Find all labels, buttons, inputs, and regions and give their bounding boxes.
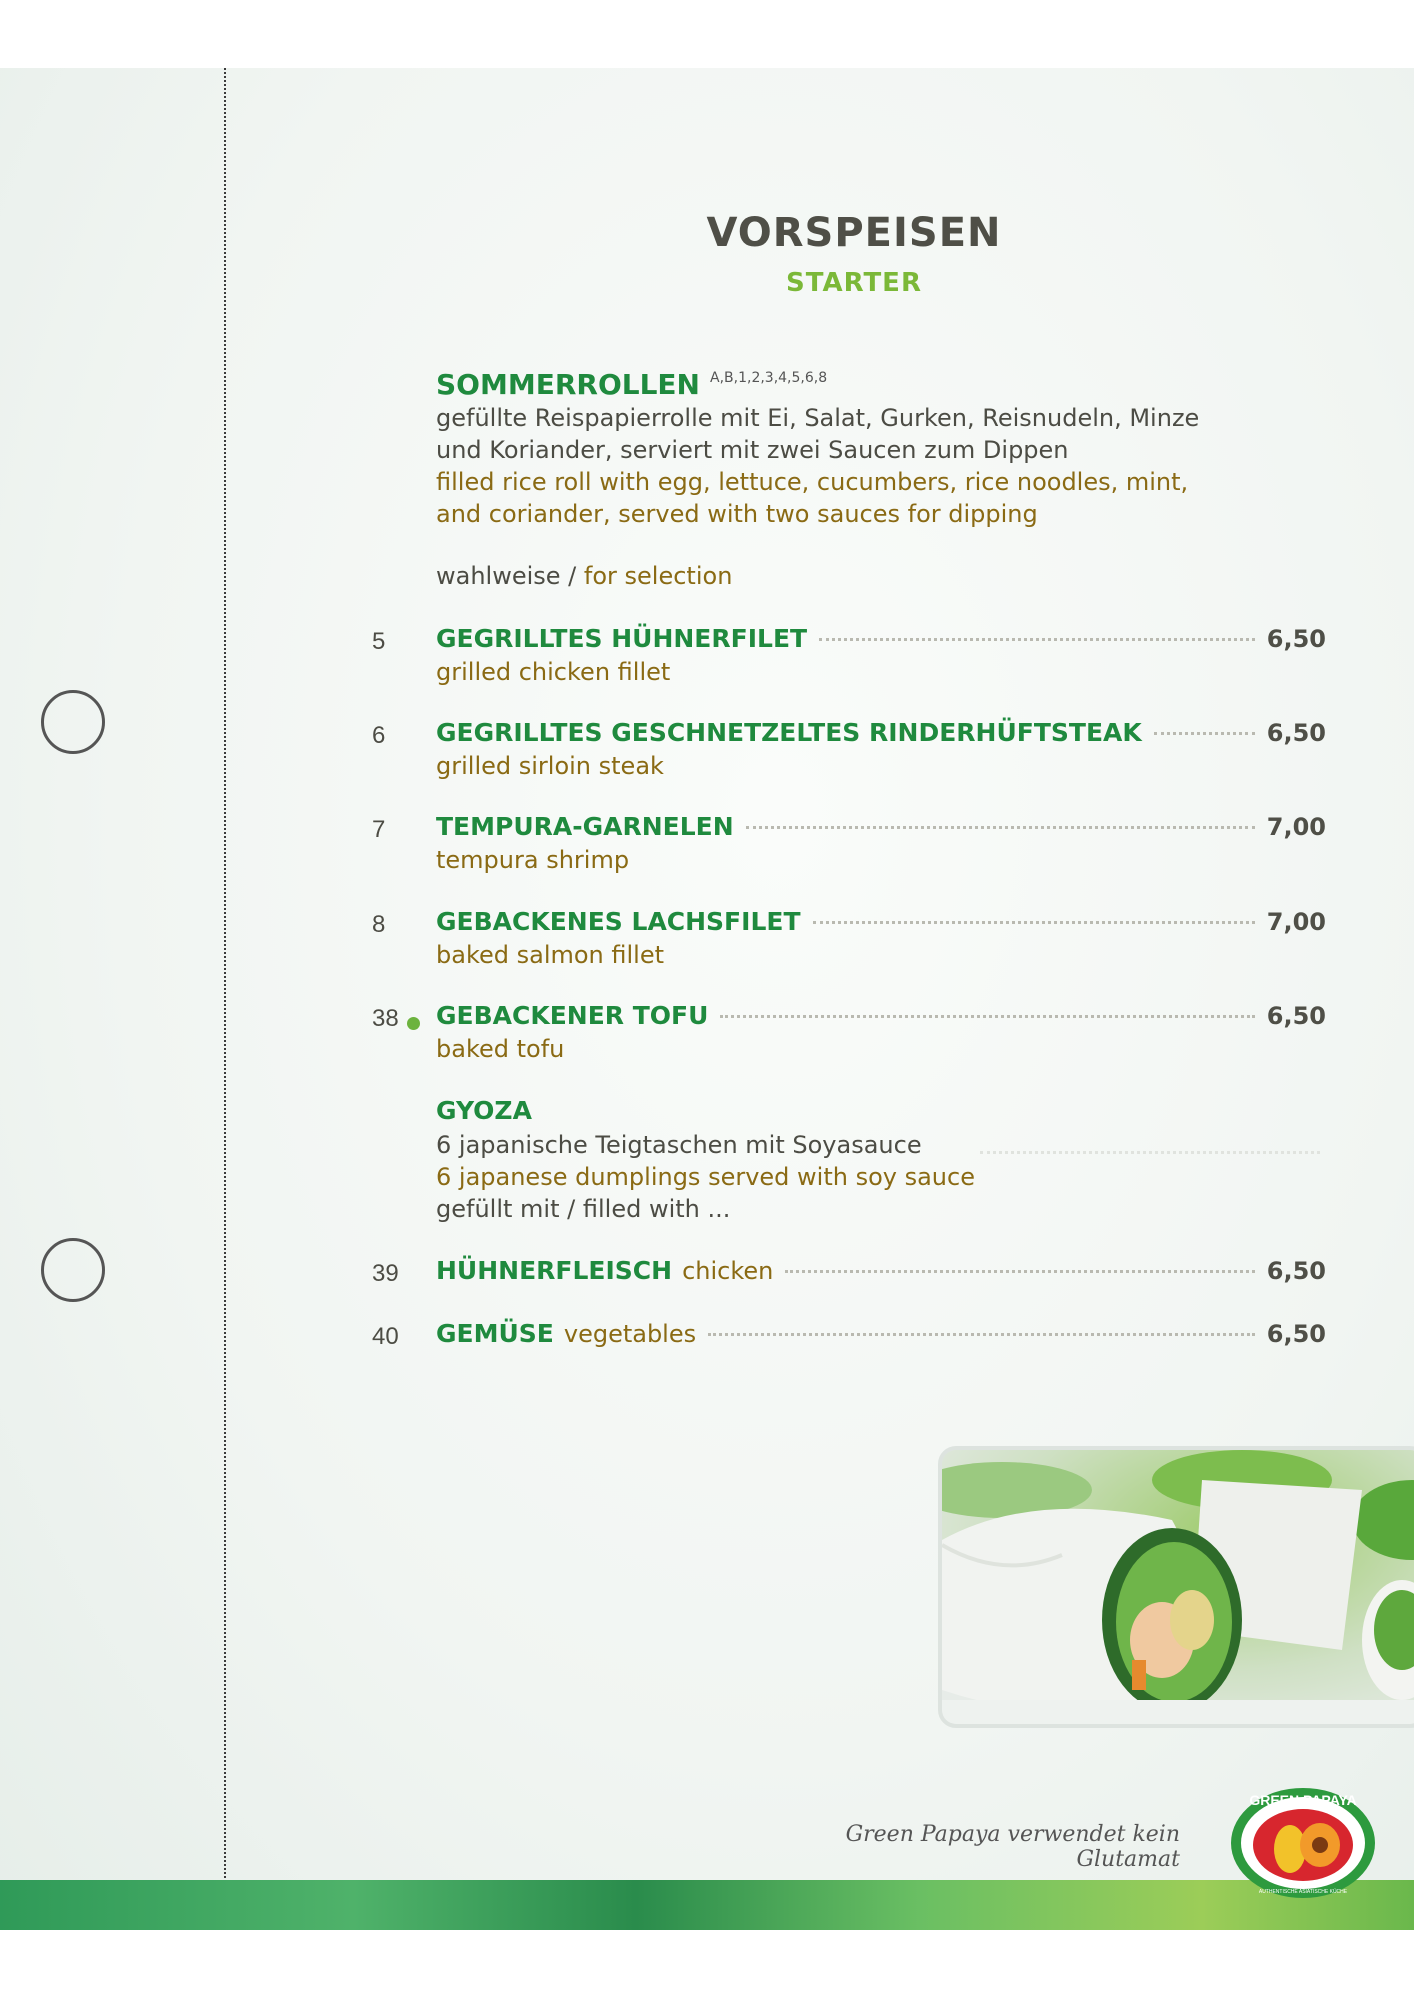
selection-label-de: wahlweise / bbox=[436, 562, 577, 590]
item-name: GEBACKENES LACHSFILET bbox=[436, 907, 801, 936]
dot-leader bbox=[708, 1332, 1255, 1336]
item-number: 6 bbox=[372, 722, 386, 749]
dot-leader bbox=[785, 1269, 1254, 1273]
dot-leader bbox=[813, 920, 1255, 924]
selection-label-en: for selection bbox=[583, 562, 733, 590]
item-name: TEMPURA-GARNELEN bbox=[436, 812, 734, 841]
item-number: 5 bbox=[372, 628, 386, 655]
svg-text:GREEN PAPAYA: GREEN PAPAYA bbox=[1249, 1792, 1357, 1808]
page-title: VORSPEISEN bbox=[706, 210, 1002, 256]
menu-item bbox=[360, 718, 1330, 780]
description-en-line-2: and coriander, served with two sauces for dipping bbox=[436, 500, 1038, 528]
green-papaya-logo bbox=[1228, 1785, 1378, 1901]
papaya-logo-icon bbox=[1228, 1785, 1378, 1901]
footer-green-band bbox=[0, 1880, 1414, 1930]
item-price: 7,00 bbox=[1266, 908, 1326, 936]
item-name: GEGRILLTES GESCHNETZELTES RINDERHÜFTSTEAK bbox=[436, 718, 1142, 747]
item-translation: vegetables bbox=[563, 1320, 697, 1348]
item-line bbox=[436, 624, 1326, 653]
menu-item bbox=[360, 1001, 1330, 1063]
menu-item bbox=[360, 624, 1330, 686]
item-name: GEMÜSE bbox=[436, 1319, 554, 1348]
item-price: 6,50 bbox=[1266, 1320, 1326, 1348]
item-line bbox=[436, 812, 1326, 841]
section-heading-sommerrollen bbox=[436, 368, 827, 401]
item-translation: tempura shrimp bbox=[436, 846, 630, 874]
item-translation: grilled sirloin steak bbox=[436, 752, 664, 780]
menu-item bbox=[360, 1319, 1330, 1359]
faint-dot-leader bbox=[980, 1151, 1320, 1154]
item-price: 6,50 bbox=[1266, 625, 1326, 653]
item-price: 6,50 bbox=[1266, 719, 1326, 747]
item-number: 39 bbox=[372, 1260, 399, 1287]
item-number: 40 bbox=[372, 1323, 399, 1350]
binding-dotted-line bbox=[224, 68, 226, 1930]
selection-label bbox=[436, 562, 732, 590]
filled-with-de: gefüllt mit / bbox=[436, 1195, 576, 1223]
gyoza-description-en: 6 japanese dumplings served with soy sauce bbox=[436, 1163, 975, 1191]
section-name: SOMMERROLLEN bbox=[436, 368, 700, 401]
allergen-codes: A,B,1,2,3,4,5,6,8 bbox=[710, 370, 828, 386]
filled-with-en: filled with ... bbox=[582, 1195, 731, 1223]
description-de-line-2: und Koriander, serviert mit zwei Saucen zum Dippen bbox=[436, 436, 1069, 464]
summer-roll-illustration bbox=[942, 1450, 1414, 1728]
gyoza-description-de: 6 japanische Teigtaschen mit Soyasauce bbox=[436, 1131, 922, 1159]
section-heading-gyoza: GYOZA bbox=[436, 1096, 532, 1125]
menu-item bbox=[360, 907, 1330, 969]
item-number: 38 bbox=[372, 1005, 399, 1032]
item-line bbox=[436, 1001, 1326, 1030]
description-en-line-1: filled rice roll with egg, lettuce, cucumbers, rice noodles, mint, bbox=[436, 468, 1189, 496]
summer-roll-photo bbox=[938, 1446, 1414, 1728]
dot-leader bbox=[720, 1014, 1254, 1018]
item-line bbox=[436, 1319, 1326, 1348]
item-number: 8 bbox=[372, 911, 386, 938]
item-price: 7,00 bbox=[1266, 813, 1326, 841]
item-line bbox=[436, 718, 1326, 747]
item-name: HÜHNERFLEISCH bbox=[436, 1256, 673, 1285]
page-subtitle: STARTER bbox=[786, 268, 922, 298]
punch-hole-bottom bbox=[41, 1238, 105, 1302]
vegetarian-dot-icon bbox=[407, 1017, 420, 1030]
item-translation: grilled chicken fillet bbox=[436, 658, 671, 686]
item-line bbox=[436, 1256, 1326, 1285]
menu-item bbox=[360, 1256, 1330, 1296]
item-name: GEGRILLTES HÜHNERFILET bbox=[436, 624, 808, 653]
footer-glutamate-note: Green Papaya verwendet kein Glutamat bbox=[845, 1822, 1180, 1872]
dot-leader bbox=[746, 825, 1255, 829]
dot-leader bbox=[819, 637, 1255, 641]
menu-item bbox=[360, 812, 1330, 874]
dot-leader bbox=[1154, 731, 1255, 735]
item-translation: chicken bbox=[682, 1257, 774, 1285]
item-price: 6,50 bbox=[1266, 1002, 1326, 1030]
item-translation: baked tofu bbox=[436, 1035, 565, 1063]
svg-text:AUTHENTISCHE ASIATISCHE KÜCHE: AUTHENTISCHE ASIATISCHE KÜCHE bbox=[1258, 1889, 1348, 1895]
description-de-line-1: gefüllte Reispapierrolle mit Ei, Salat, Gurken, Reisnudeln, Minze bbox=[436, 404, 1200, 432]
item-price: 6,50 bbox=[1266, 1257, 1326, 1285]
item-number: 7 bbox=[372, 816, 386, 843]
punch-hole-top bbox=[41, 690, 105, 754]
item-line bbox=[436, 907, 1326, 936]
item-translation: baked salmon fillet bbox=[436, 941, 665, 969]
item-name: GEBACKENER TOFU bbox=[436, 1001, 709, 1030]
gyoza-filled-with bbox=[436, 1195, 730, 1223]
